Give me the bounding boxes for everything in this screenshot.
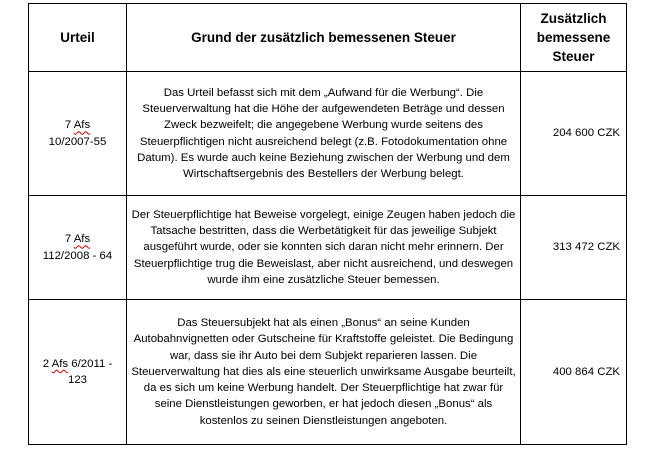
case-suffix: 10/2007-55: [48, 135, 107, 148]
tax-judgments-table: [28, 3, 627, 445]
header-case: Urteil: [29, 4, 127, 72]
reason-cell: Der Steuerpflichtige hat Beweise vorgelegt, einige Zeugen haben jedoch die Tatsache bestritten, dass die Werbetätigkeit für das jeweilige Subjekt ausgeführt wurde, oder sie konnten sich daran nicht mehr erinnern. Der Steuerpflichtige trug die Beweislast, aber nicht ausreichend, und deswegen wurde ihm eine zusätzliche Steuer bemessen.: [127, 196, 521, 300]
case-number-cell: [29, 72, 127, 196]
header-row: [29, 4, 627, 72]
case-prefix: 7: [64, 233, 72, 246]
case-suffix: 6/2011 - 123: [67, 357, 113, 386]
amount-cell: 400 864 CZK: [521, 300, 627, 445]
case-mark: Afs: [73, 119, 91, 132]
case-mark: Afs: [51, 357, 69, 370]
case-number-cell: [29, 300, 127, 445]
reason-cell: Das Steuersubjekt hat als einen „Bonus“ an seine Kunden Autobahnvignetten oder Gutscheine für Kraftstoffe geleistet. Die Bedingung war, dass sie ihr Auto bei dem Subjekt reparieren lassen. Die Steuerverwaltung hat dies als eine steuerlich unwirksame Ausgabe beurteilt, da es sich um keine Werbung handelt. Der Steuerpflichtige hat zwar für seine Dienstleistungen geworben, er hat jedoch diesen „Bonus“ als kostenlos zu seinen Dienstleistungen angeboten.: [127, 300, 521, 445]
header-amount: Zusätzlich bemessene Steuer: [521, 4, 627, 72]
amount-cell: 313 472 CZK: [521, 196, 627, 300]
case-prefix: 2: [42, 357, 50, 370]
table-row: [29, 196, 627, 300]
header-reason: Grund der zusätzlich bemessenen Steuer: [127, 4, 521, 72]
table-row: [29, 72, 627, 196]
case-number-cell: [29, 196, 127, 300]
case-suffix: 112/2008 - 64: [42, 249, 113, 262]
case-mark: Afs: [73, 233, 91, 246]
amount-cell: 204 600 CZK: [521, 72, 627, 196]
case-prefix: 7: [64, 119, 72, 132]
table-row: [29, 300, 627, 445]
reason-cell: Das Urteil befasst sich mit dem „Aufwand für die Werbung“. Die Steuerverwaltung hat die Höhe der aufgewendeten Beträge und dessen Zweck bezweifelt; die angegebene Werbung wurde seitens des Steuerpflichtigen nicht ausreichend belegt (z.B. Fotodokumentation ohne Datum). Es wurde auch keine Beziehung zwischen der Werbung und dem Wirtschaftsergebnis des Bestellers der Werbung belegt.: [127, 72, 521, 196]
